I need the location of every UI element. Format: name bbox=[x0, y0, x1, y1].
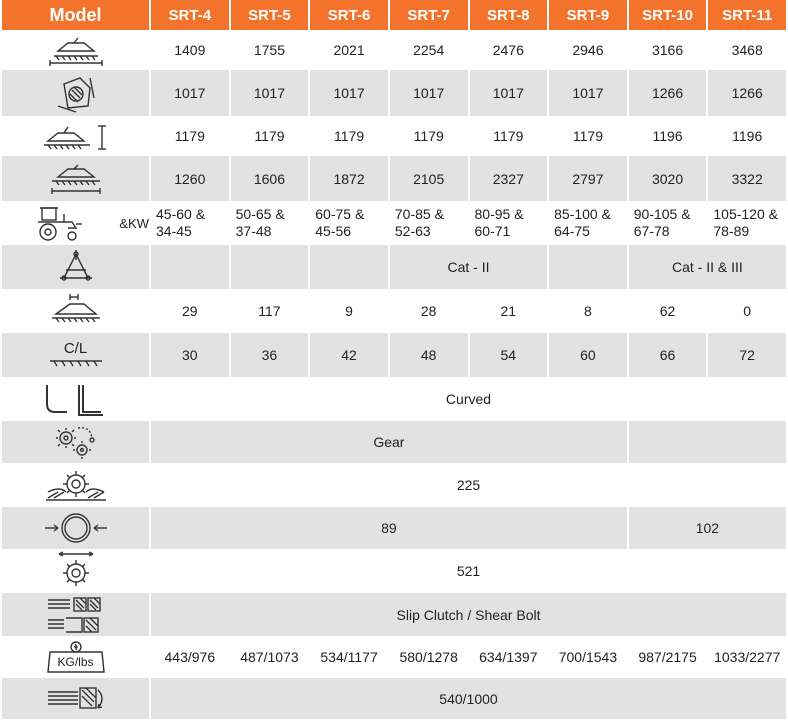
model-header: Model bbox=[2, 0, 149, 30]
table-cell: 89 bbox=[151, 507, 627, 549]
pto-icon bbox=[2, 678, 149, 719]
table-cell: 1179 bbox=[572, 128, 603, 144]
table-cell: 580/1278 bbox=[399, 649, 458, 665]
table-cell: 3166 bbox=[651, 42, 684, 58]
table-row bbox=[2, 549, 786, 593]
weight-unit-label: KG/lbs bbox=[57, 655, 94, 669]
table-cell: 2105 bbox=[390, 156, 468, 201]
table-cell: 8 bbox=[584, 303, 592, 319]
table-cell: 2327 bbox=[470, 156, 548, 201]
model-col-header: SRT-6 bbox=[310, 0, 388, 30]
table-cell: 3468 bbox=[731, 42, 763, 58]
table-cell: 1033/2277 bbox=[714, 649, 781, 665]
table-cell: 225 bbox=[456, 477, 481, 493]
model-col-header: SRT-10 bbox=[629, 0, 707, 30]
table-cell: 2254 bbox=[413, 42, 445, 58]
model-col-header: SRT-5 bbox=[231, 0, 309, 30]
table-row bbox=[2, 156, 786, 201]
table-cell: 1017 bbox=[231, 70, 309, 116]
table-cell: 72 bbox=[708, 333, 786, 377]
table-cell: 521 bbox=[456, 563, 481, 579]
table-row bbox=[2, 70, 786, 116]
table-cell bbox=[151, 245, 229, 289]
table-cell: 2021 bbox=[333, 42, 365, 58]
model-col-header: SRT-7 bbox=[390, 0, 468, 30]
table-cell: 987/2175 bbox=[638, 649, 697, 665]
table-cell: Curved bbox=[445, 391, 492, 407]
table-cell: 48 bbox=[390, 333, 468, 377]
table-cell: 36 bbox=[231, 333, 309, 377]
table-cell: 70-85 & 52-63 bbox=[394, 206, 444, 239]
table-cell: 54 bbox=[470, 333, 548, 377]
table-cell: Slip Clutch / Shear Bolt bbox=[151, 593, 786, 636]
table-cell: 1017 bbox=[390, 70, 468, 116]
table-cell: 42 bbox=[310, 333, 388, 377]
table-cell: 1179 bbox=[334, 128, 365, 144]
blade-shape-icon bbox=[2, 377, 149, 421]
gearbox-icon bbox=[2, 421, 149, 463]
working-width-icon bbox=[2, 156, 149, 201]
table-cell: Gear bbox=[151, 421, 627, 463]
table-row bbox=[2, 377, 786, 421]
table-cell: 1266 bbox=[708, 70, 786, 116]
table-cell: 85-100 & 64-75 bbox=[554, 206, 611, 239]
table-row bbox=[2, 678, 786, 719]
table-cell: 90-105 & 67-78 bbox=[633, 206, 691, 239]
table-row bbox=[2, 116, 786, 156]
table-cell: 9 bbox=[345, 303, 353, 319]
table-cell: Cat - II & III bbox=[629, 245, 786, 289]
table-cell: 28 bbox=[420, 303, 437, 319]
table-cell bbox=[629, 421, 786, 463]
table-row bbox=[2, 421, 786, 463]
table-row bbox=[2, 30, 786, 70]
tube-diameter-icon bbox=[2, 507, 149, 549]
table-cell: 1196 bbox=[652, 128, 683, 144]
table-cell: 1266 bbox=[629, 70, 707, 116]
blades-cell bbox=[2, 333, 149, 377]
table-cell: 1017 bbox=[310, 70, 388, 116]
table-cell: 0 bbox=[743, 303, 752, 319]
blades-icon bbox=[46, 357, 106, 369]
model-col-header: SRT-9 bbox=[549, 0, 627, 30]
table-cell: 30 bbox=[151, 333, 229, 377]
table-row bbox=[2, 245, 786, 289]
weight-cell bbox=[2, 636, 149, 678]
table-cell: 1179 bbox=[493, 128, 524, 144]
table-cell: 1755 bbox=[253, 42, 286, 58]
table-row bbox=[2, 333, 786, 377]
table-row bbox=[2, 636, 786, 678]
overall-width-icon bbox=[2, 30, 149, 70]
table-cell: 540/1000 bbox=[151, 678, 786, 719]
model-col-header: SRT-11 bbox=[708, 0, 786, 30]
table-cell: 634/1397 bbox=[479, 649, 538, 665]
table-cell bbox=[549, 245, 627, 289]
table-cell: 1179 bbox=[254, 128, 285, 144]
table-row bbox=[2, 463, 786, 507]
table-cell: 105-120 & 78-89 bbox=[713, 206, 778, 239]
model-col-header: SRT-4 bbox=[151, 0, 229, 30]
table-row bbox=[2, 201, 786, 245]
table-cell: 2476 bbox=[492, 42, 524, 58]
table-cell: 3020 bbox=[629, 156, 707, 201]
table-cell: 1606 bbox=[231, 156, 309, 201]
table-cell: 117 bbox=[258, 303, 281, 319]
table-cell: 2797 bbox=[549, 156, 627, 201]
slip-clutch-icon bbox=[2, 593, 149, 636]
rotor-speed-icon bbox=[2, 549, 149, 593]
table-row bbox=[2, 593, 786, 636]
table-cell: 487/1073 bbox=[240, 649, 299, 665]
cl-label: C/L bbox=[63, 340, 88, 357]
table-cell: 1017 bbox=[151, 70, 229, 116]
table-cell: 1017 bbox=[470, 70, 548, 116]
table-cell bbox=[310, 245, 388, 289]
table-cell: 700/1543 bbox=[558, 649, 618, 665]
height-icon bbox=[2, 116, 149, 156]
model-col-header: SRT-8 bbox=[470, 0, 548, 30]
table-cell: 1179 bbox=[174, 128, 205, 144]
table-cell: 1179 bbox=[413, 128, 444, 144]
table-cell: 62 bbox=[659, 303, 676, 319]
table-cell: 66 bbox=[629, 333, 707, 377]
table-cell: 45-60 & 34-45 bbox=[156, 206, 206, 239]
tractor-kw-label: &KW bbox=[119, 215, 149, 231]
table-row bbox=[2, 507, 786, 549]
table-row bbox=[2, 289, 786, 333]
table-cell: 60-75 & 45-56 bbox=[315, 206, 365, 239]
table-cell: 1260 bbox=[151, 156, 229, 201]
table-cell: 2946 bbox=[572, 42, 604, 58]
table-cell: 29 bbox=[182, 303, 198, 319]
table-cell: 1196 bbox=[732, 128, 763, 144]
table-cell: 60 bbox=[549, 333, 627, 377]
table-cell: 443/976 bbox=[164, 649, 216, 665]
table-cell: 50-65 & 37-48 bbox=[235, 206, 285, 239]
depth-icon bbox=[2, 70, 149, 116]
tractor-icon bbox=[34, 204, 84, 242]
table-cell: 1872 bbox=[310, 156, 388, 201]
table-cell: 1409 bbox=[174, 42, 206, 58]
table-cell: 80-95 & 60-71 bbox=[474, 206, 524, 239]
table-cell: 21 bbox=[500, 303, 517, 319]
table-cell: 102 bbox=[629, 507, 786, 549]
header-row bbox=[2, 0, 786, 30]
table-cell: 1017 bbox=[549, 70, 627, 116]
offset-icon bbox=[2, 289, 149, 333]
table-cell: 3322 bbox=[708, 156, 786, 201]
table-cell bbox=[231, 245, 309, 289]
table-cell: 534/1177 bbox=[320, 649, 378, 665]
table-cell: Cat - II bbox=[390, 245, 547, 289]
tractor-power-cell bbox=[2, 201, 149, 245]
three-point-hitch-icon bbox=[2, 245, 149, 289]
rotor-icon bbox=[2, 463, 149, 507]
